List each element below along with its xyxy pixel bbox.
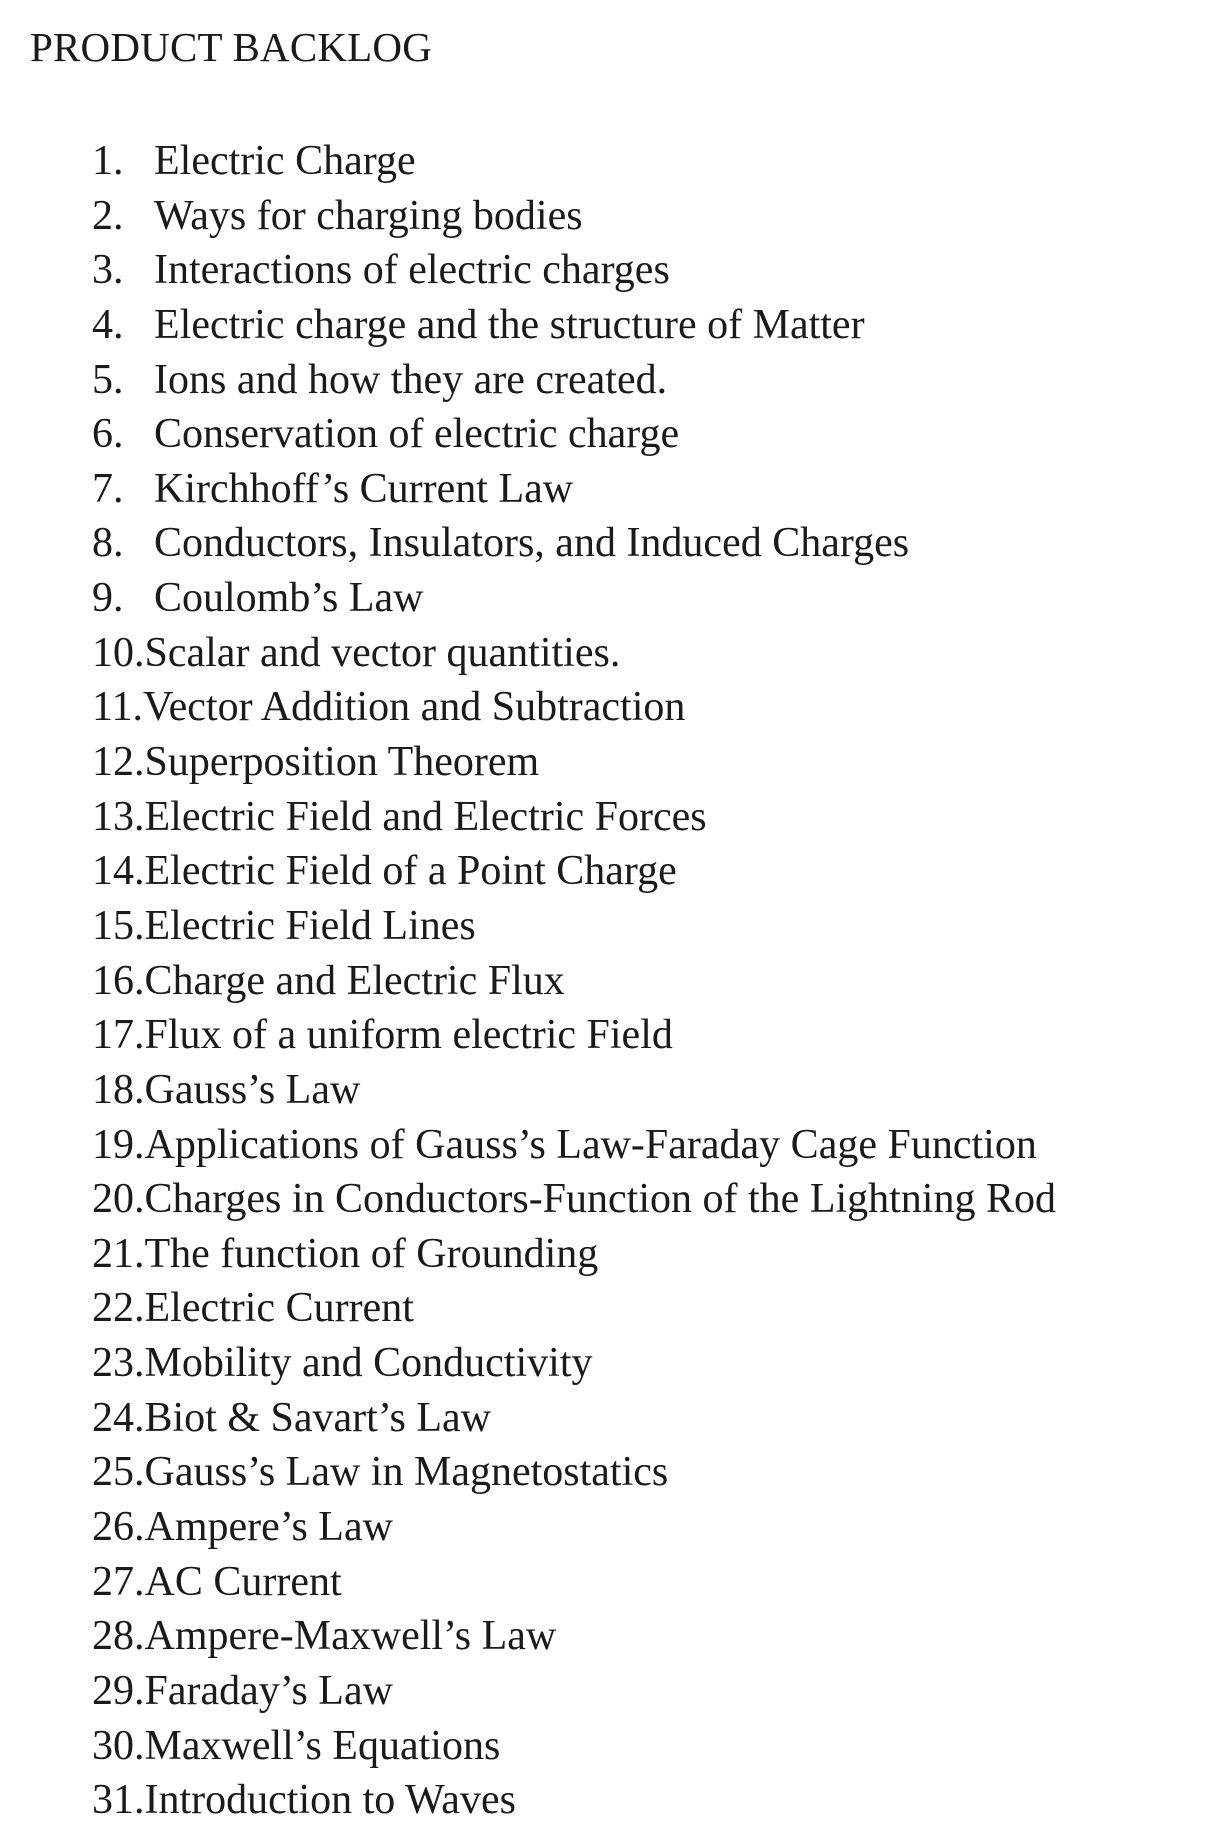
list-item — [92, 1281, 1056, 1336]
list-item — [92, 1773, 1056, 1828]
list-item-number: 9. — [92, 575, 124, 622]
list-item-text: Interactions of electric charges — [154, 247, 670, 294]
list-item-number: 18. — [92, 1066, 145, 1113]
list-item — [92, 1445, 1056, 1500]
list-item — [92, 189, 1056, 244]
list-item — [92, 407, 1056, 462]
list-item-text: Maxwell’s Equations — [144, 1722, 501, 1769]
list-item-text: Electric Current — [144, 1285, 414, 1332]
list-item-text: Gauss’s Law in Magnetostatics — [144, 1449, 669, 1496]
backlog-list — [92, 134, 1056, 1828]
list-item-number: 25. — [92, 1449, 145, 1496]
list-item-text: Coulomb’s Law — [154, 575, 424, 622]
list-item-number: 28. — [92, 1613, 145, 1660]
list-item-number: 15. — [92, 902, 145, 949]
list-item — [92, 353, 1056, 408]
list-item-number: 30. — [92, 1722, 145, 1769]
list-item — [92, 516, 1056, 571]
list-item-text: Electric charge and the structure of Matter — [154, 301, 865, 348]
list-item-number: 17. — [92, 1012, 145, 1059]
list-item-number: 5. — [92, 356, 124, 403]
list-item-text: Ampere-Maxwell’s Law — [144, 1613, 557, 1660]
list-item — [92, 1609, 1056, 1664]
list-item — [92, 954, 1056, 1009]
list-item — [92, 626, 1056, 681]
list-item-number: 13. — [92, 793, 145, 840]
list-item-number: 31. — [92, 1777, 145, 1824]
list-item-number: 16. — [92, 957, 145, 1004]
list-item — [92, 735, 1056, 790]
list-item-text: Charge and Electric Flux — [144, 957, 565, 1004]
list-item-number: 22. — [92, 1285, 145, 1332]
list-item — [92, 1719, 1056, 1774]
list-item — [92, 1118, 1056, 1173]
list-item-number: 21. — [92, 1230, 145, 1277]
list-item-number: 8. — [92, 520, 124, 567]
list-item-text: Electric Charge — [154, 138, 416, 184]
list-item — [92, 298, 1056, 353]
list-item-text: AC Current — [144, 1558, 342, 1605]
list-item — [92, 790, 1056, 845]
list-item-text: Superposition Theorem — [144, 739, 540, 786]
list-item-text: Conservation of electric charge — [154, 411, 680, 458]
list-item — [92, 899, 1056, 954]
list-item-text: Conductors, Insulators, and Induced Charges — [154, 520, 910, 567]
list-item-number: 23. — [92, 1340, 145, 1387]
list-item-text: Biot & Savart’s Law — [144, 1394, 491, 1441]
list-item-number: 27. — [92, 1558, 145, 1605]
list-item-number: 19. — [92, 1121, 145, 1168]
list-item-text: Ways for charging bodies — [154, 192, 583, 239]
list-item-number: 2. — [92, 192, 124, 239]
list-item — [92, 1555, 1056, 1610]
list-item-number: 24. — [92, 1394, 145, 1441]
list-item-number: 6. — [92, 411, 124, 458]
list-item-text: Mobility and Conductivity — [144, 1340, 593, 1387]
list-item-number: 1. — [92, 138, 124, 184]
list-item-text: Introduction to Waves — [144, 1777, 516, 1824]
list-item-text: Faraday’s Law — [144, 1667, 393, 1714]
list-item — [92, 1391, 1056, 1446]
list-item-text: Scalar and vector quantities. — [144, 629, 621, 676]
list-item-number: 29. — [92, 1667, 145, 1714]
list-item — [92, 1500, 1056, 1555]
list-item — [92, 1227, 1056, 1282]
list-item — [92, 1172, 1056, 1227]
list-item-number: 10. — [92, 629, 145, 676]
list-item-text: Electric Field and Electric Forces — [144, 793, 707, 840]
list-item — [92, 1008, 1056, 1063]
list-item — [92, 462, 1056, 517]
list-item — [92, 134, 1056, 189]
list-item-text: Charges in Conductors-Function of the Lightning Rod — [144, 1176, 1056, 1223]
list-item-text: Flux of a uniform electric Field — [144, 1012, 673, 1059]
list-item-text: The function of Grounding — [144, 1230, 599, 1277]
list-item-text: Gauss’s Law — [144, 1066, 361, 1113]
list-item-text: Electric Field of a Point Charge — [144, 848, 677, 895]
list-item-number: 20. — [92, 1176, 145, 1223]
list-item-number: 14. — [92, 848, 145, 895]
list-item — [92, 1063, 1056, 1118]
list-item — [92, 571, 1056, 626]
page-title: PRODUCT BACKLOG — [30, 24, 433, 70]
list-item-number: 11. — [92, 684, 143, 731]
list-item-text: Vector Addition and Subtraction — [142, 684, 686, 731]
list-item-number: 7. — [92, 465, 124, 512]
list-item — [92, 680, 1056, 735]
list-item-number: 4. — [92, 301, 124, 348]
list-item-text: Kirchhoff’s Current Law — [154, 465, 574, 512]
list-item-text: Ampere’s Law — [144, 1504, 393, 1551]
list-item-number: 26. — [92, 1504, 145, 1551]
list-item — [92, 1336, 1056, 1391]
list-item-number: 12. — [92, 739, 145, 786]
list-item — [92, 844, 1056, 899]
list-item — [92, 1664, 1056, 1719]
list-item-text: Electric Field Lines — [144, 902, 476, 949]
list-item-text: Ions and how they are created. — [154, 356, 668, 403]
list-item — [92, 243, 1056, 298]
list-item-text: Applications of Gauss’s Law-Faraday Cage Function — [144, 1121, 1037, 1168]
list-item-number: 3. — [92, 247, 124, 294]
